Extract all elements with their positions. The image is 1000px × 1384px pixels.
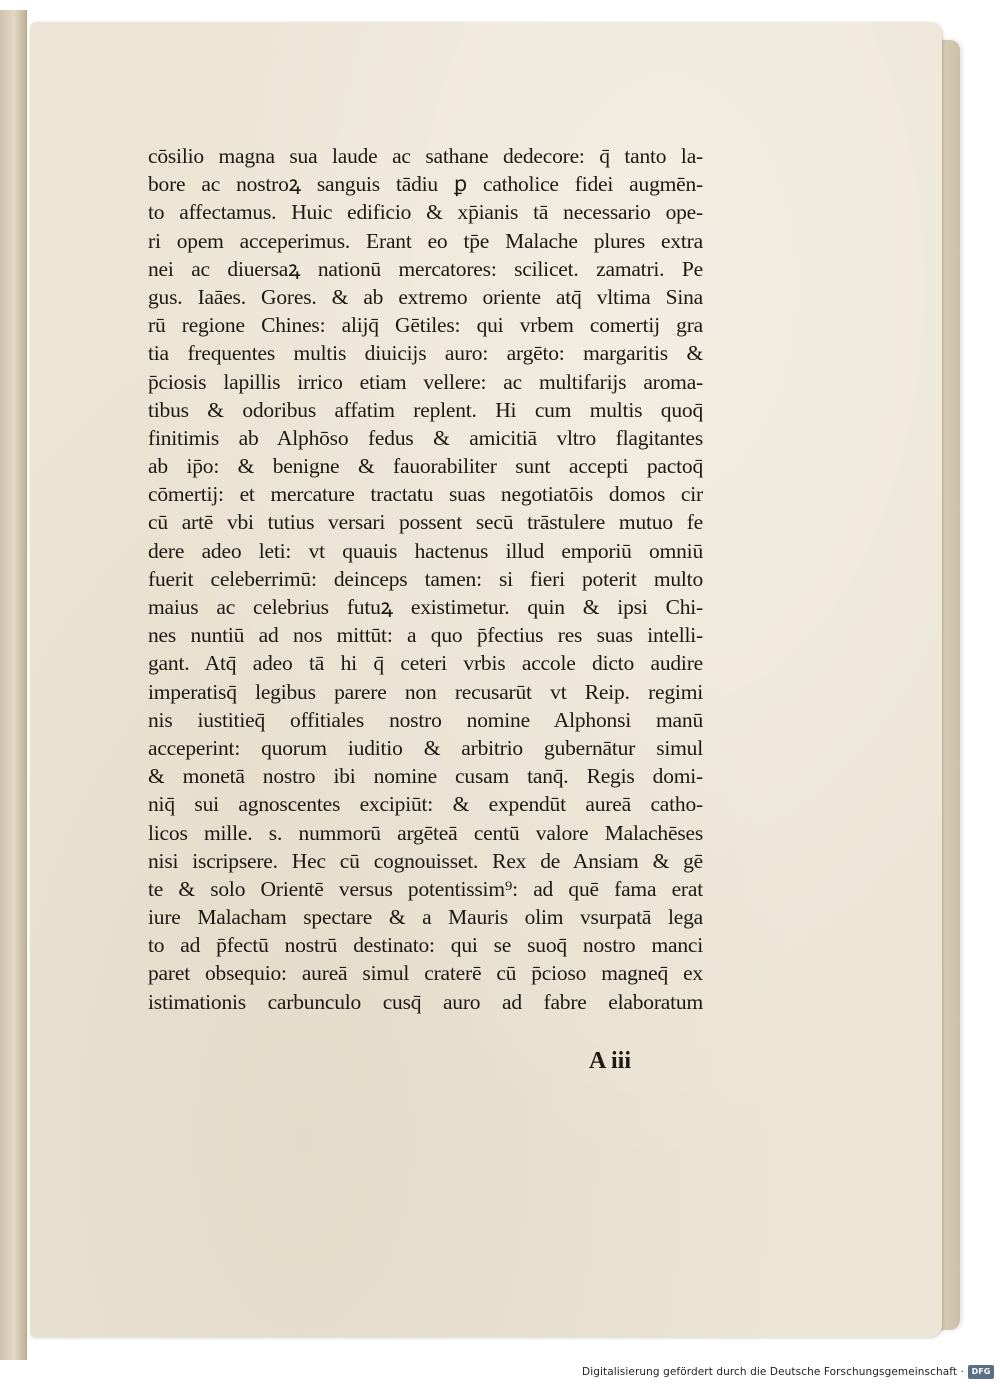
text-line: cōsilio magna sua laude ac sathane dedecore: q̄ tanto la- bbox=[148, 144, 703, 168]
text-line: p̄ciosis lapillis irrico etiam vellere: ac multifarijs aroma- bbox=[148, 369, 703, 394]
text-line: iure Malacham spectare & a Mauris olim vsurpatā lega bbox=[148, 905, 703, 930]
text-line: maius ac celebrius futuꝝ existimetur. quin & ipsi Chi- bbox=[148, 595, 703, 619]
text-line: licos mille. s. nummorū argēteā centū valore Malachēses bbox=[148, 820, 703, 845]
text-line: to ad p̄fectū nostrū destinato: qui se suoq̄ nostro manci bbox=[148, 933, 703, 958]
text-line: te & solo Orientē versus potentissim⁹: ad quē fama erat bbox=[148, 876, 703, 901]
text-line: rū regione Chines: alijq̄ Gētiles: qui vrbem comertij gra bbox=[148, 313, 703, 338]
text-line: nei ac diuersaꝝ nationū mercatores: scilicet. zamatri. Pe bbox=[148, 256, 703, 281]
text-line: ri opem acceperimus. Erant eo tp̄e Malache plures extra bbox=[148, 228, 703, 253]
text-line: cū artē vbi tutius versari possent secū trāstulere mutuo fe bbox=[148, 510, 703, 535]
text-line: tibus & odoribus affatim replent. Hi cum multis quoq̄ bbox=[148, 397, 703, 422]
text-line: tia frequentes multis diuicijs auro: argēto: margaritis & bbox=[148, 341, 703, 366]
text-line: paret obsequio: aureā simul craterē cū p̄cioso magneq̄ ex bbox=[148, 961, 703, 986]
text-line: to affectamus. Huic edificio & xp̄ianis tā necessario ope- bbox=[148, 200, 703, 225]
text-line: bore ac nostroꝝ sanguis tādiu ꝑ catholice fidei augmēn- bbox=[148, 172, 703, 197]
signature-mark: A iii bbox=[589, 1048, 632, 1074]
text-line: imperatisq̄ legibus parere non recusarūt vt Reip. regimi bbox=[148, 679, 703, 704]
book-spine bbox=[0, 10, 27, 1360]
text-line: gant. Atq̄ adeo tā hi q̄ ceteri vrbis accole dicto audire bbox=[148, 651, 703, 676]
text-line: nis iustitieq̄ offitiales nostro nomine Alphonsi manū bbox=[148, 707, 703, 732]
text-line: ab ip̄o: & benigne & fauorabiliter sunt accepti pactoq̄ bbox=[148, 454, 703, 479]
text-line: dere adeo leti: vt quauis hactenus illud emporiū omniū bbox=[148, 538, 703, 563]
text-line: niq̄ sui agnoscentes excipiūt: & expendūt aureā catho- bbox=[148, 792, 703, 817]
text-line: istimationis carbunculo cusq̄ auro ad fabre elaboratum bbox=[148, 989, 703, 1014]
dfg-logo: DFG bbox=[968, 1365, 994, 1379]
text-line: & monetā nostro ibi nomine cusam tanq̄. Regis domi- bbox=[148, 764, 703, 789]
text-line: nes nuntiū ad nos mittūt: a quo p̄fectius res suas intelli- bbox=[148, 623, 703, 648]
text-line: acceperint: quorum iuditio & arbitrio gubernātur simul bbox=[148, 735, 703, 760]
text-line: cōmertij: et mercature tractatu suas negotiatōis domos cir bbox=[148, 482, 703, 507]
footer-credit: Digitalisierung gefördert durch die Deutsche Forschungsgemeinschaft · bbox=[582, 1366, 964, 1378]
text-line: gus. Iaāes. Gores. & ab extremo oriente atq̄ vltima Sina bbox=[148, 284, 703, 309]
page-text-block bbox=[148, 142, 703, 1016]
text-line: fuerit celeberrimū: deinceps tamen: si fieri poterit multo bbox=[148, 566, 703, 591]
text-line: finitimis ab Alphōso fedus & amicitiā vltro flagitantes bbox=[148, 425, 703, 450]
text-line: nisi iscripsere. Hec cū cognouisset. Rex de Ansiam & gē bbox=[148, 848, 703, 873]
